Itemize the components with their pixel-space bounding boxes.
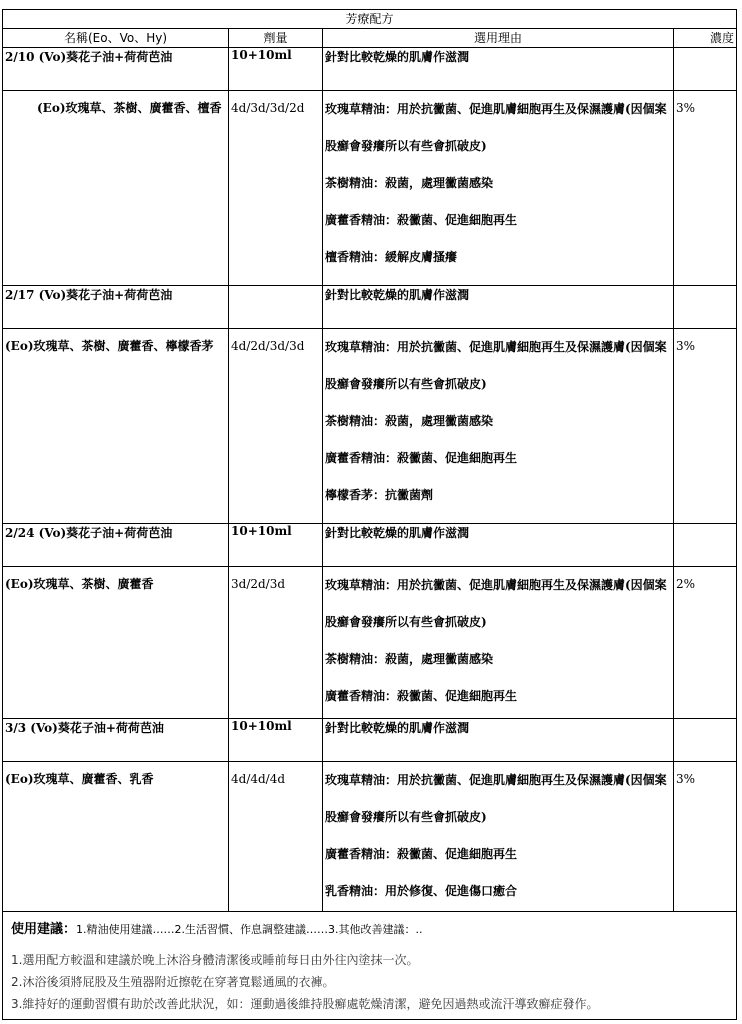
oil-concentration: 3% <box>674 762 737 912</box>
usage-notes <box>3 912 737 1020</box>
oil-concentration <box>674 286 737 329</box>
oil-reason-list <box>323 762 674 912</box>
oil-concentration: 3% <box>674 329 737 524</box>
oil-reason: 針對比較乾燥的肌膚作滋潤 <box>323 719 674 762</box>
reason-line: 玫瑰草精油：用於抗黴菌、促進肌膚細胞再生及保濕護膚(因個案股癬會發癢所以有些會抓破皮) <box>325 773 667 824</box>
aromatherapy-recipe-table <box>2 9 737 1020</box>
oil-reason-list <box>323 91 674 286</box>
header-row <box>3 29 737 48</box>
reason-line: 檀香精油：緩解皮膚搔癢 <box>325 250 458 264</box>
oil-dose <box>229 286 323 329</box>
notes-header <box>11 918 732 937</box>
reason-line: 玫瑰草精油：用於抗黴菌、促進肌膚細胞再生及保濕護膚(因個案股癬會發癢所以有些會抓破皮) <box>325 102 667 153</box>
table-row <box>3 91 737 286</box>
reason-line: 廣藿香精油：殺黴菌、促進細胞再生 <box>325 847 518 861</box>
oil-name: (Eo)玫瑰草、茶樹、廣藿香、檸檬香茅 <box>3 329 229 524</box>
reason-line: 茶樹精油：殺菌，處理黴菌感染 <box>325 414 494 428</box>
table-row <box>3 48 737 91</box>
oil-reason-list <box>323 329 674 524</box>
reason-line: 玫瑰草精油：用於抗黴菌、促進肌膚細胞再生及保濕護膚(因個案股癬會發癢所以有些會抓破皮) <box>325 578 667 629</box>
oil-dose: 10+10ml <box>229 719 323 762</box>
table-row <box>3 524 737 567</box>
table-row <box>3 719 737 762</box>
table-row <box>3 286 737 329</box>
oil-name: 3/3 (Vo)葵花子油+荷荷芭油 <box>3 719 229 762</box>
header-dose: 劑量 <box>229 29 323 48</box>
oil-concentration <box>674 48 737 91</box>
oil-dose: 10+10ml <box>229 48 323 91</box>
reason-line: 茶樹精油：殺菌，處理黴菌感染 <box>325 176 494 190</box>
oil-name: 2/24 (Vo)葵花子油+荷荷芭油 <box>3 524 229 567</box>
reason-line: 廣藿香精油：殺黴菌、促進細胞再生 <box>325 451 518 465</box>
oil-dose: 4d/3d/3d/2d <box>229 91 323 286</box>
header-reason: 選用理由 <box>323 29 674 48</box>
oil-reason: 針對比較乾燥的肌膚作滋潤 <box>323 48 674 91</box>
notes-heading: 使用建議： <box>11 922 77 937</box>
table-row <box>3 567 737 719</box>
oil-dose: 10+10ml <box>229 524 323 567</box>
reason-line: 檸檬香茅：抗黴菌劑 <box>325 488 434 502</box>
oil-dose: 3d/2d/3d <box>229 567 323 719</box>
note-item: 1.選用配方較溫和建議於晚上沐浴身體清潔後或睡前每日由外往內塗抹一次。 <box>11 953 419 967</box>
oil-name: (Eo)玫瑰草、茶樹、廣藿香 <box>3 567 229 719</box>
reason-line: 廣藿香精油：殺黴菌、促進細胞再生 <box>325 213 518 227</box>
reason-line: 乳香精油：用於修復、促進傷口癒合 <box>325 884 518 898</box>
reason-line: 廣藿香精油：殺黴菌、促進細胞再生 <box>325 689 518 703</box>
reason-line: 玫瑰草精油：用於抗黴菌、促進肌膚細胞再生及保濕護膚(因個案股癬會發癢所以有些會抓破皮) <box>325 340 667 391</box>
notes-row <box>3 912 737 1020</box>
oil-reason: 針對比較乾燥的肌膚作滋潤 <box>323 524 674 567</box>
header-concentration: 濃度 <box>674 29 737 48</box>
oil-concentration <box>674 524 737 567</box>
title-row <box>3 10 737 29</box>
oil-name: (Eo)玫瑰草、茶樹、廣藿香、檀香 <box>3 91 229 286</box>
oil-dose: 4d/4d/4d <box>229 762 323 912</box>
oil-name: (Eo)玫瑰草、廣藿香、乳香 <box>3 762 229 912</box>
oil-concentration: 2% <box>674 567 737 719</box>
note-item: 2.沐浴後須將屁股及生殖器附近擦乾在穿著寬鬆通風的衣褲。 <box>11 975 335 989</box>
oil-concentration: 3% <box>674 91 737 286</box>
oil-concentration <box>674 719 737 762</box>
reason-line: 茶樹精油：殺菌，處理黴菌感染 <box>325 652 494 666</box>
oil-reason-list <box>323 567 674 719</box>
oil-dose: 4d/2d/3d/3d <box>229 329 323 524</box>
oil-name: 2/10 (Vo)葵花子油+荷荷芭油 <box>3 48 229 91</box>
table-row <box>3 762 737 912</box>
oil-reason: 針對比較乾燥的肌膚作滋潤 <box>323 286 674 329</box>
notes-categories: 1.精油使用建議……2.生活習慣、作息調整建議……3.其他改善建議：.. <box>76 923 423 936</box>
note-item: 3.維持好的運動習慣有助於改善此狀況，如：運動過後維持股癬處乾燥清潔，避免因過熱或流汗導致癬症發作。 <box>11 997 599 1011</box>
oil-name: 2/17 (Vo)葵花子油+荷荷芭油 <box>3 286 229 329</box>
table-title: 芳療配方 <box>3 10 737 29</box>
table-row <box>3 329 737 524</box>
header-name: 名稱(Eo、Vo、Hy) <box>3 29 229 48</box>
